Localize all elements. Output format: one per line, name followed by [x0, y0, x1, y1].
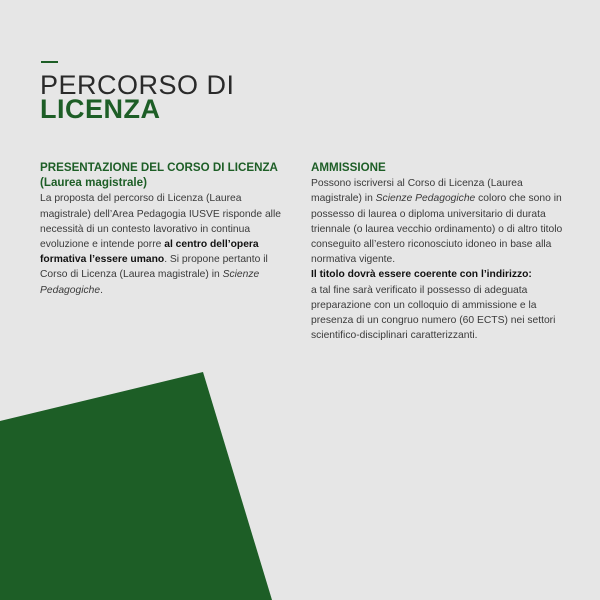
- presentation-text-3: .: [100, 284, 103, 296]
- admission-body-3: a tal fine sarà verificato il possesso di adeguata preparazione con un colloquio di ammissione e la presenza di un congruo numero (60 ECTS) nei settori scientifico-disciplinari caratterizzanti.: [311, 284, 556, 342]
- presentation-text-1: La proposta del percorso di Licenza (Laurea magistrale) dell’Area Pedagogia IUSVE risponde alle necessità di un contesto lavorativo in continua evoluzione e intende porre: [40, 193, 281, 251]
- admission-text-2: coloro che sono in possesso di laurea o diploma universitario di durata triennale (o laurea vecchio ordinamento) o di altro titolo conseguito all’estero riconosciuto idoneo in base alla normativa vigente.: [311, 193, 563, 266]
- presentation-italic-1: Scienze Pedagogiche: [40, 269, 260, 296]
- presentation-heading-line2: (Laurea magistrale): [40, 176, 147, 190]
- page-title-line1: PERCORSO DI: [40, 70, 235, 100]
- presentation-text-2: . Si propone pertanto il Corso di Licenza (Laurea magistrale) in: [40, 254, 268, 281]
- page-title-line2: LICENZA: [40, 94, 161, 124]
- presentation-bold-1: al centro dell’opera formativa l’essere umano: [40, 239, 259, 266]
- admission-bold-1: Il titolo dovrà essere coerente con l’indirizzo:: [311, 269, 532, 281]
- green-polygon: [0, 372, 272, 600]
- presentation-heading-line1: PRESENTAZIONE DEL CORSO DI LICENZA: [40, 161, 278, 174]
- admission-heading: AMMISSIONE: [311, 161, 386, 174]
- admission-italic-1: Scienze Pedagogiche: [375, 193, 476, 205]
- admission-text-1: Possono iscriversi al Corso di Licenza (Laurea magistrale) in: [311, 178, 523, 205]
